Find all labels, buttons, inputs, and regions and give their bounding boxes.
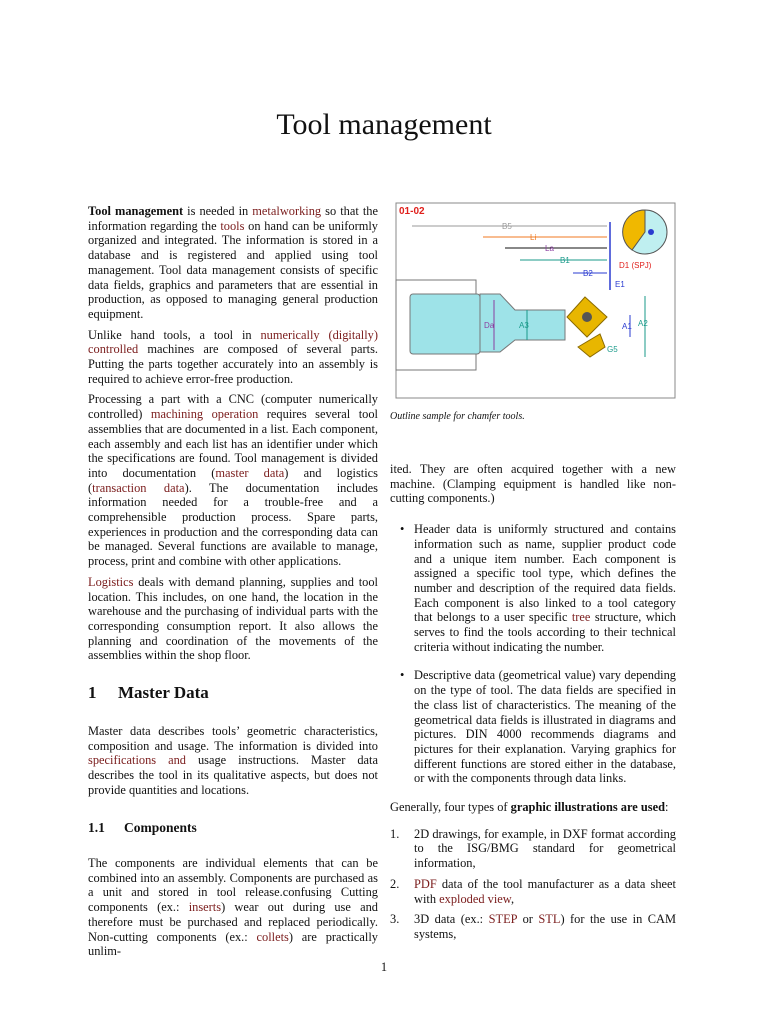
subsection-heading: 1.1 Components [88, 820, 197, 835]
link[interactable]: machining operation [150, 407, 259, 422]
link[interactable]: exploded view [439, 891, 511, 906]
section-master-data [88, 683, 378, 702]
text: ) for the use in CAM systems, [414, 912, 676, 941]
text: Processing a part with a CNC (computer numerically controlled) [88, 392, 378, 422]
link[interactable]: tools [220, 218, 245, 233]
text: : [664, 800, 669, 815]
bullet: • [400, 668, 405, 683]
dim-label: D1 (SPJ) [619, 261, 652, 270]
item-text [414, 827, 676, 870]
section-body [88, 724, 378, 804]
link[interactable]: STL [538, 912, 561, 927]
dim-label: Da [484, 321, 495, 330]
number: 3. [390, 912, 400, 927]
text: 3D data (ex.: [414, 912, 489, 927]
paragraph [88, 856, 378, 959]
link[interactable]: metalworking [252, 204, 322, 218]
dim-label: B2 [583, 269, 593, 278]
text: The components are individual elements that can be combined into an assembly. Components are purchased as a unit and stored in tool release.confusing Cutting components (ex.: [88, 856, 378, 915]
link[interactable]: specifications and [88, 753, 186, 768]
text: data of the tool manufacturer as a data sheet with [414, 876, 676, 906]
figure-caption: Outline sample for chamfer tools. [390, 411, 525, 422]
link[interactable]: master data [215, 465, 285, 480]
link[interactable]: PDF [414, 876, 437, 891]
link[interactable]: Logistics [88, 574, 134, 589]
paragraph [390, 462, 676, 506]
dim-label: A1 [622, 322, 632, 331]
left-column-intro [88, 204, 378, 669]
item-text [414, 877, 676, 906]
text: ) wear out during use and therefore must be purchased and replaced periodically. Non-cutting components (ex.: [88, 900, 378, 944]
item-text [414, 912, 676, 941]
dim-label: E1 [615, 280, 625, 289]
paragraph [88, 328, 378, 387]
text: on hand can be uniformly organized and integrated. The information is stored in a database and is registered and applied using tool management. Tool data management consists of specific data fields, graphics and parameters that are essential in production, as opposed to managing general production equipment. [88, 218, 378, 321]
text: ited. They are often acquired together with a new machine. (Clamping equipment is handled like non-cutting components.) [390, 462, 676, 506]
dim-label: A3 [519, 321, 529, 330]
text: Header data is uniformly structured and contains information such as name, supplier product code and a unique item number. Each component is assigned a specific tool type, which defines the number and description of the required data fields. Each component is also linked to a tool category that belongs to a user specific [414, 522, 676, 625]
link[interactable]: numerically (digitally) controlled [88, 327, 378, 357]
figure-code: 01-02 [399, 206, 425, 217]
text: , [510, 891, 515, 906]
right-column [390, 462, 676, 948]
subsection-components [88, 821, 378, 836]
text: so that the information regarding the [88, 204, 378, 233]
text: deals with demand planning, supplies and tool location. This includes, on one hand, the location in the warehouse and the purchasing of individual parts with the corresponding consumption report. It also allows the planning and coordination of the movements of the assemblies within the shop floor. [88, 574, 378, 663]
link[interactable]: STEP [488, 912, 518, 927]
subsection-body [88, 856, 378, 965]
list-item [390, 827, 676, 871]
link[interactable]: tree [571, 610, 591, 625]
text: Unlike hand tools, a tool in [88, 327, 261, 342]
dim-label: G5 [607, 345, 618, 354]
bold-text: Tool management [88, 204, 184, 218]
text: requires several tool assemblies that are documented in a list. Each component, each assembly and each list has an identifier under which the specifications are found. Tool management is divided into documentation ( [88, 407, 378, 480]
chamfer-tool-figure [395, 202, 676, 399]
link[interactable]: collets [256, 929, 289, 944]
bullet: • [400, 522, 405, 537]
link[interactable]: transaction data [92, 480, 185, 495]
text: machines are composed of several parts. Putting the parts together accurately into an assembly is required to achieve error-free production. [88, 342, 378, 386]
text: ). The documentation includes information needed for a trouble-free and a comprehensible production process. Spare parts, experiences in production and the corresponding data can be managed. Several functions are available to manage, process, print and combine with other applications. [88, 480, 378, 569]
numbered-list [390, 827, 676, 942]
list-item [390, 522, 676, 654]
dim-label: A2 [638, 319, 648, 328]
paragraph [390, 800, 676, 815]
text: ) and logistics ( [88, 465, 378, 495]
text: usage instructions. Master data describes the tool in its qualitative aspects, but does not provide quantities and locations. [88, 753, 378, 797]
item-text [414, 522, 676, 654]
text: structure, which serves to find the tools according to their technical criteria without indicating the number. [414, 610, 676, 654]
page-number: 1 [380, 960, 388, 974]
text: or [517, 912, 539, 927]
paragraph [88, 575, 378, 663]
link[interactable]: inserts [188, 900, 222, 915]
text: is needed in [183, 204, 253, 218]
paragraph [88, 204, 378, 322]
paragraph [88, 724, 378, 798]
dim-label: La [545, 244, 554, 253]
text: 2D drawings, for example, in DXF format according to the ISG/BMG standard for geometrical information, [414, 826, 676, 871]
bold-text: graphic illustrations are used [510, 800, 665, 815]
dim-label: B1 [560, 256, 570, 265]
paragraph [88, 392, 378, 568]
bullet-list [390, 522, 676, 786]
list-item [390, 668, 676, 786]
dim-label: Li [530, 233, 537, 242]
text: Descriptive data (geometrical value) vary depending on the type of tool. The data fields are specified in the class list of characteristics. The meaning of the geometrical data fields is illustrated in diagrams and pictures. DIN 4000 recommends diagrams and pictures for their explanation. Varying graphics for different functions are stored either in the database, or with the components through data links. [414, 668, 676, 786]
page-title: Tool management [276, 108, 492, 141]
text: Master data describes tools’ geometric characteristics, composition and usage. The information is divided into [88, 724, 378, 753]
dim-label: B5 [502, 222, 512, 231]
list-item [390, 912, 676, 941]
text: Generally, four types of [390, 800, 511, 815]
list-item [390, 877, 676, 906]
section-heading: 1 Master Data [88, 683, 209, 702]
number: 2. [390, 876, 400, 891]
number: 1. [390, 826, 400, 841]
item-text [414, 668, 676, 785]
text: ) are practically unlim- [88, 929, 379, 959]
